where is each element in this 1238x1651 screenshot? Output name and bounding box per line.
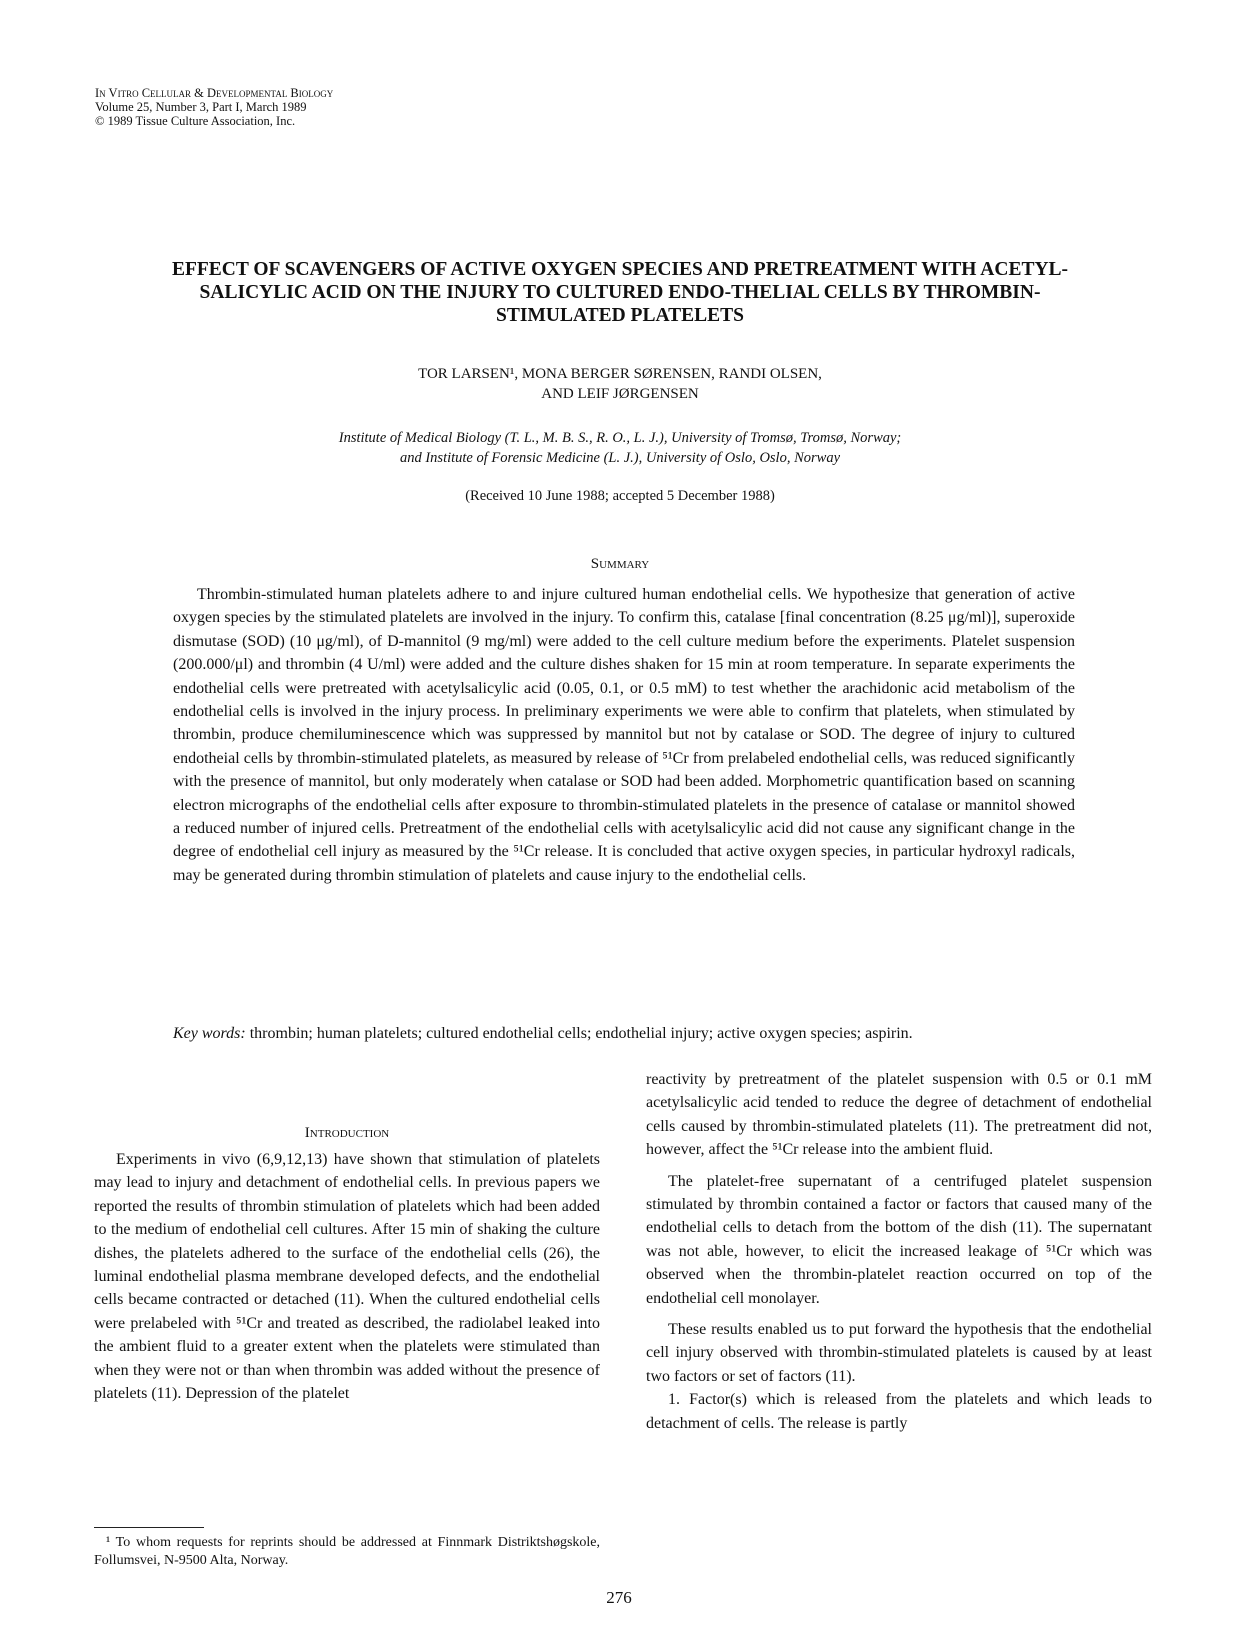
intro-paragraph-right-2: The platelet-free supernatant of a centrifuged platelet suspension stimulated by thrombin contained a factor or factors that caused many of the endothelial cells to detach from the bottom of the dish (11). The supernatant was not able, however, to elicit the increased leakage of ⁵¹Cr which was observed when the thrombin-platelet reaction occurred on top of the endothelial cell monolayer. [646, 1172, 1152, 1307]
journal-copyright: © 1989 Tissue Culture Association, Inc. [95, 114, 296, 128]
keywords [173, 1022, 1075, 1045]
summary-heading: Summary [590, 556, 650, 572]
keywords-text: thrombin; human platelets; cultured endothelial cells; endothelial injury; active oxygen species; aspirin. [249, 1025, 913, 1042]
intro-paragraph-right-4: 1. Factor(s) which is released from the platelets and which leads to detachment of cells. The release is partly [646, 1391, 1152, 1432]
journal-header [95, 86, 333, 128]
footnote-rule [94, 1527, 204, 1528]
keywords-label: Key words: [173, 1025, 246, 1042]
intro-paragraph-left: Experiments in vivo (6,9,12,13) have shown that stimulation of platelets may lead to injury and detachment of endothelial cells. In previous papers we reported the results of thrombin stimulation of platelets which had been added to the medium of endothelial cell cultures. After 15 min of shaking the culture dishes, the platelets adhered to the surface of the endothelial cells (26), the luminal endothelial plasma membrane developed defects, and the endothelial cells became contracted or detached (11). When the cultured endothelial cells were prelabeled with ⁵¹Cr and treated as described, the radiolabel leaked into the ambient fluid to a greater extent when the platelets were stimulated than when they were not or than when thrombin was added without the presence of platelets (11). Depression of the platelet [94, 1151, 600, 1403]
affiliation-line-1: Institute of Medical Biology (T. L., M. B. S., R. O., L. J.), University of Tromsø, Tromsø, Norway; [338, 430, 902, 446]
intro-paragraph-right-1: reactivity by pretreatment of the platelet suspension with 0.5 or 0.1 mM acetylsalicylic acid tended to reduce the degree of detachment of endothelial cells caused by thrombin-stimulated platelets (11). The pretreatment did not, however, affect the ⁵¹Cr release into the ambient fluid. [646, 1071, 1152, 1159]
introduction-heading: Introduction [304, 1125, 390, 1141]
summary-text: Thrombin-stimulated human platelets adhere to and injure cultured human endothelial cells. We hypothesize that generation of active oxygen species by the stimulated platelets are involved in the injury. To confirm this, catalase [final concentration (8.25 μg/ml)], superoxide dismutase (SOD) (10 μg/ml), of D-mannitol (9 mg/ml) were added to the cell culture medium before the experiments. Platelet suspension (200.000/μl) and thrombin (4 U/ml) were added and the culture dishes shaken for 15 min at room temperature. In separate experiments the endothelial cells were pretreated with acetylsalicylic acid (0.05, 0.1, or 0.5 mM) to test whether the arachidonic acid metabolism of the endothelial cells is involved in the injury process. In preliminary experiments we were able to confirm that platelets, when stimulated by thrombin, produce chemiluminescence which was suppressed by mannitol but not by catalase or SOD. The degree of injury to cultured endotheial cells by thrombin-stimulated platelets, as measured by release of ⁵¹Cr from prelabeled endothelial cells, was reduced significantly with the presence of mannitol, but only moderately when catalase or SOD had been added. Morphometric quantification based on scanning electron micrographs of the endothelial cells after exposure to thrombin-stimulated platelets in the presence of catalase or mannitol showed a reduced number of injured cells. Pretreatment of the endothelial cells with acetylsalicylic acid did not cause any significant change in the degree of endothelial cell injury as measured by the ⁵¹Cr release. It is concluded that active oxygen species, in particular hydroxyl radicals, may be generated during thrombin stimulation of platelets and cause injury to the endothelial cells. [173, 586, 1075, 884]
footnote: ¹ To whom requests for reprints should be addressed at Finnmark Distriktshøgskole, Follumsvei, N-9500 Alta, Norway. [94, 1535, 600, 1568]
received-dates: (Received 10 June 1988; accepted 5 December 1988) [465, 488, 775, 504]
author-line-2: AND LEIF JØRGENSEN [541, 386, 699, 402]
journal-volume: Volume 25, Number 3, Part I, March 1989 [95, 100, 307, 114]
intro-paragraph-right-3: These results enabled us to put forward the hypothesis that the endothelial cell injury observed with thrombin-stimulated platelets is caused by at least two factors or set of factors (11). [646, 1321, 1152, 1385]
article-title: EFFECT OF SCAVENGERS OF ACTIVE OXYGEN SPECIES AND PRETREATMENT WITH ACETYL-SALICYLIC ACID ON THE INJURY TO CULTURED ENDO-THELIAL CELLS BY THROMBIN-STIMULATED PLATELETS [171, 259, 1069, 326]
page-number: 276 [606, 1588, 632, 1607]
right-column [646, 1068, 1152, 1435]
author-line-1: TOR LARSEN¹, MONA BERGER SØRENSEN, RANDI OLSEN, [418, 366, 822, 382]
journal-name: In Vitro Cellular & Developmental Biology [95, 86, 334, 100]
author-list [150, 364, 1090, 404]
affiliation-line-2: and Institute of Forensic Medicine (L. J.), University of Oslo, Oslo, Norway [399, 450, 841, 466]
affiliation [150, 428, 1090, 468]
